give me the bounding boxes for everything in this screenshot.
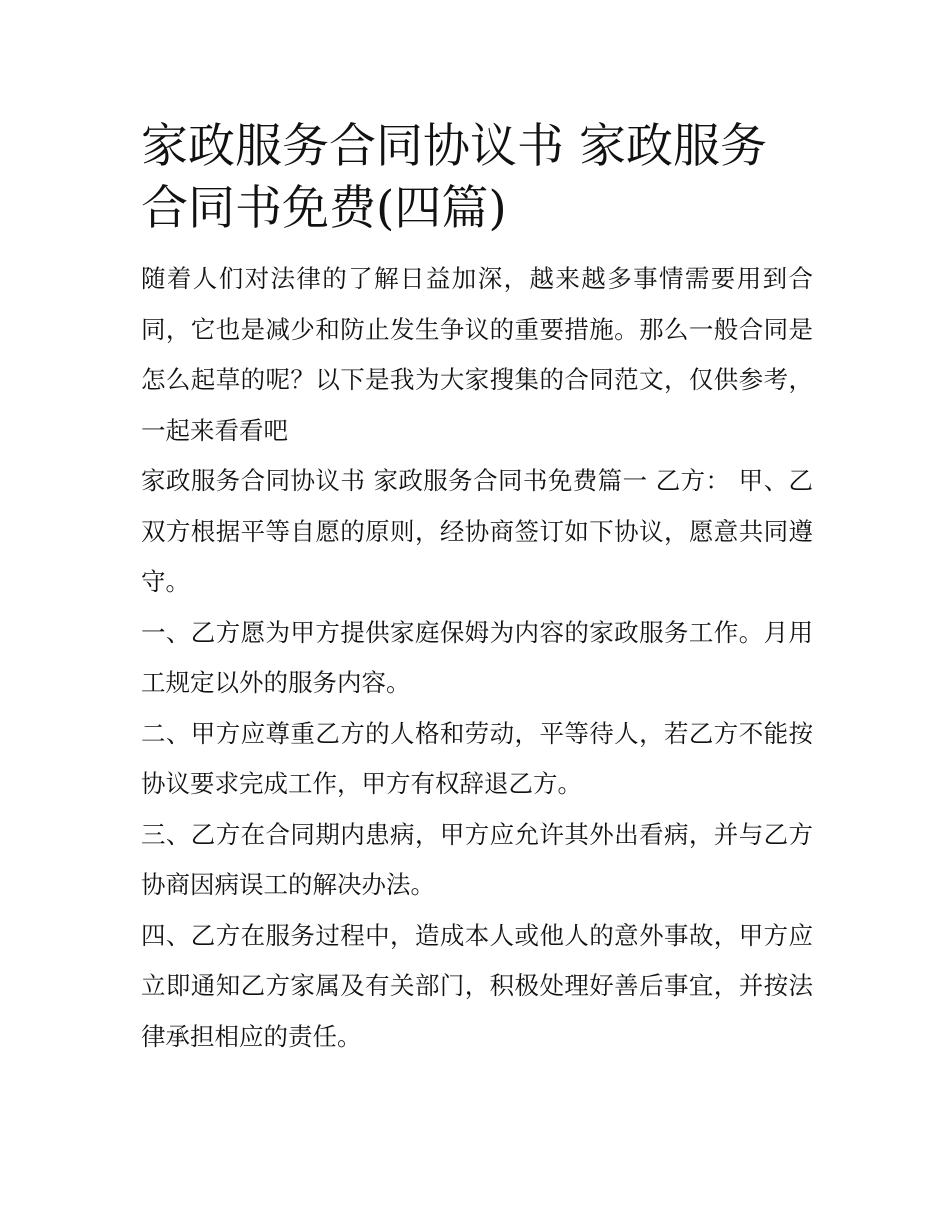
clause-1-paragraph: 一、乙方愿为甲方提供家庭保姆为内容的家政服务工作。月用工规定以外的服务内容。 <box>141 617 813 697</box>
clause-4-paragraph: 四、乙方在服务过程中，造成本人或他人的意外事故，甲方应立即通知乙方家属及有关部门，积极处理好善后事宜，并按法律承担相应的责任。 <box>141 920 813 1051</box>
document-title: 家政服务合同协议书 家政服务合同书免费(四篇) <box>141 119 767 236</box>
document-body <box>141 116 813 1062</box>
clause-3-paragraph: 三、乙方在合同期内患病，甲方应允许其外出看病，并与乙方协商因病误工的解决办法。 <box>141 819 813 899</box>
intro-paragraph: 随着人们对法律的了解日益加深，越来越多事情需要用到合同，它也是减少和防止发生争议的重要措施。那么一般合同是怎么起草的呢？以下是我为大家搜集的合同范文，仅供参考，一起来看看吧 <box>141 264 813 445</box>
contract-preamble-paragraph: 家政服务合同协议书 家政服务合同书免费篇一 乙方： 甲、乙双方根据平等自愿的原则，经协商签订如下协议，愿意共同遵守。 <box>141 466 813 596</box>
clause-2-paragraph: 二、甲方应尊重乙方的人格和劳动，平等待人，若乙方不能按协议要求完成工作，甲方有权辞退乙方。 <box>141 718 813 798</box>
